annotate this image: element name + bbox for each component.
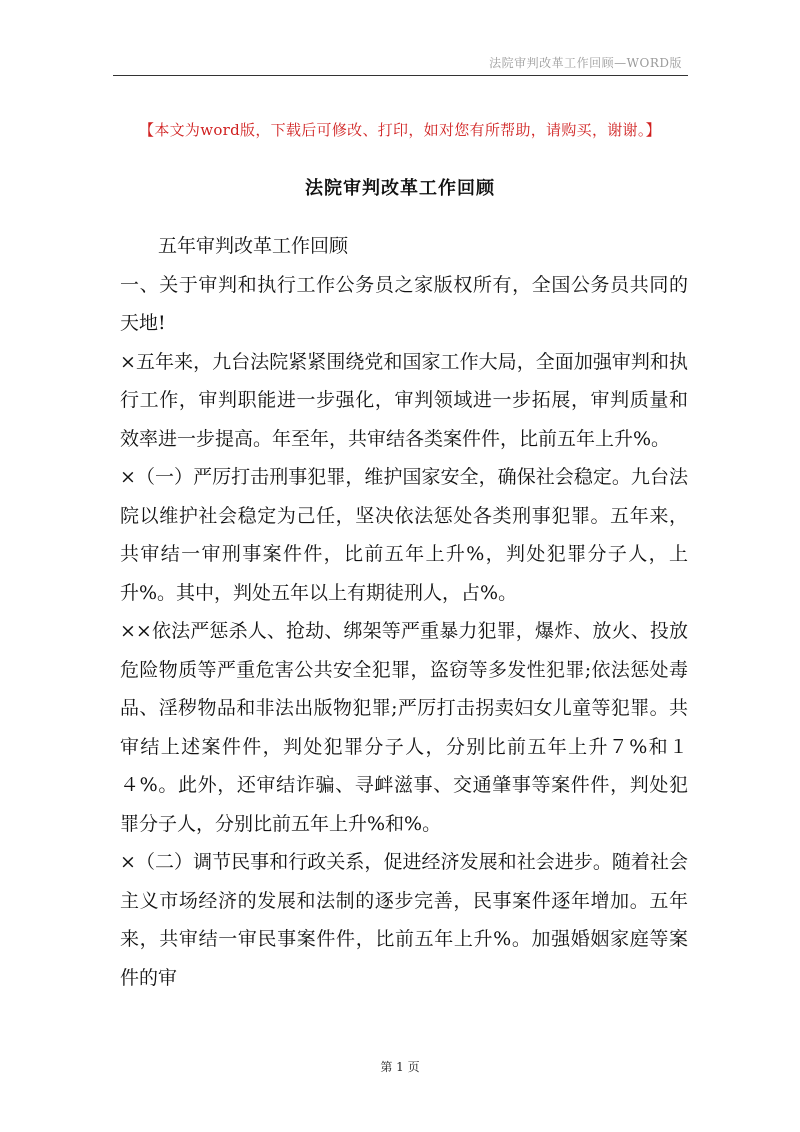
paragraph-subtitle: 五年审判改革工作回顾 [158,235,349,257]
document-title: 法院审判改革工作回顾 [305,178,495,199]
paragraph-civil: ×（二）调节民事和行政关系，促进经济发展和社会进步。随着社会主义市场经济的发展和法制的逐步完善，民事案件逐年增加。五年来，共审结一审民事案件件，比前五年上升%。加强婚姻家庭等案件的审 [120,851,688,989]
purchase-notice: 【本文为word版，下载后可修改、打印，如对您有所帮助，请购买，谢谢。】 [139,121,661,139]
paragraph-overview: ×五年来，九台法院紧紧围绕党和国家工作大局，全面加强审判和执行工作，审判职能进一步强化，审判领域进一步拓展，审判质量和效率进一步提高。年至年，共审结各类案件件，比前五年上升%。 [120,350,688,450]
running-header: 法院审判改革工作回顾—WORD版 [489,56,682,70]
paragraph-section-heading: 一、关于审判和执行工作公务员之家版权所有，全国公务员共同的天地! [120,273,688,334]
header-divider [113,75,688,76]
paragraph-serious-crimes: ××依法严惩杀人、抢劫、绑架等严重暴力犯罪，爆炸、放火、投放危险物质等严重危害公共安全犯罪，盗窃等多发性犯罪;依法惩处毒品、淫秽物品和非法出版物犯罪;严厉打击拐卖妇女儿童等犯罪。共审结上述案件件，判处犯罪分子人，分别比前五年上升７%和１４%。此外，还审结诈骗、寻衅滋事、交通肇事等案件件，判处犯罪分子人，分别比前五年上升%和%。 [120,620,688,835]
page-number: 第 1 页 [380,1060,420,1074]
paragraph-criminal: ×（一）严厉打击刑事犯罪，维护国家安全，确保社会稳定。九台法院以维护社会稳定为己任，坚决依法惩处各类刑事犯罪。五年来，共审结一审刑事案件件，比前五年上升%，判处犯罪分子人，上升%。其中，判处五年以上有期徒刑人，占%。 [120,466,688,604]
document-body [120,227,688,997]
